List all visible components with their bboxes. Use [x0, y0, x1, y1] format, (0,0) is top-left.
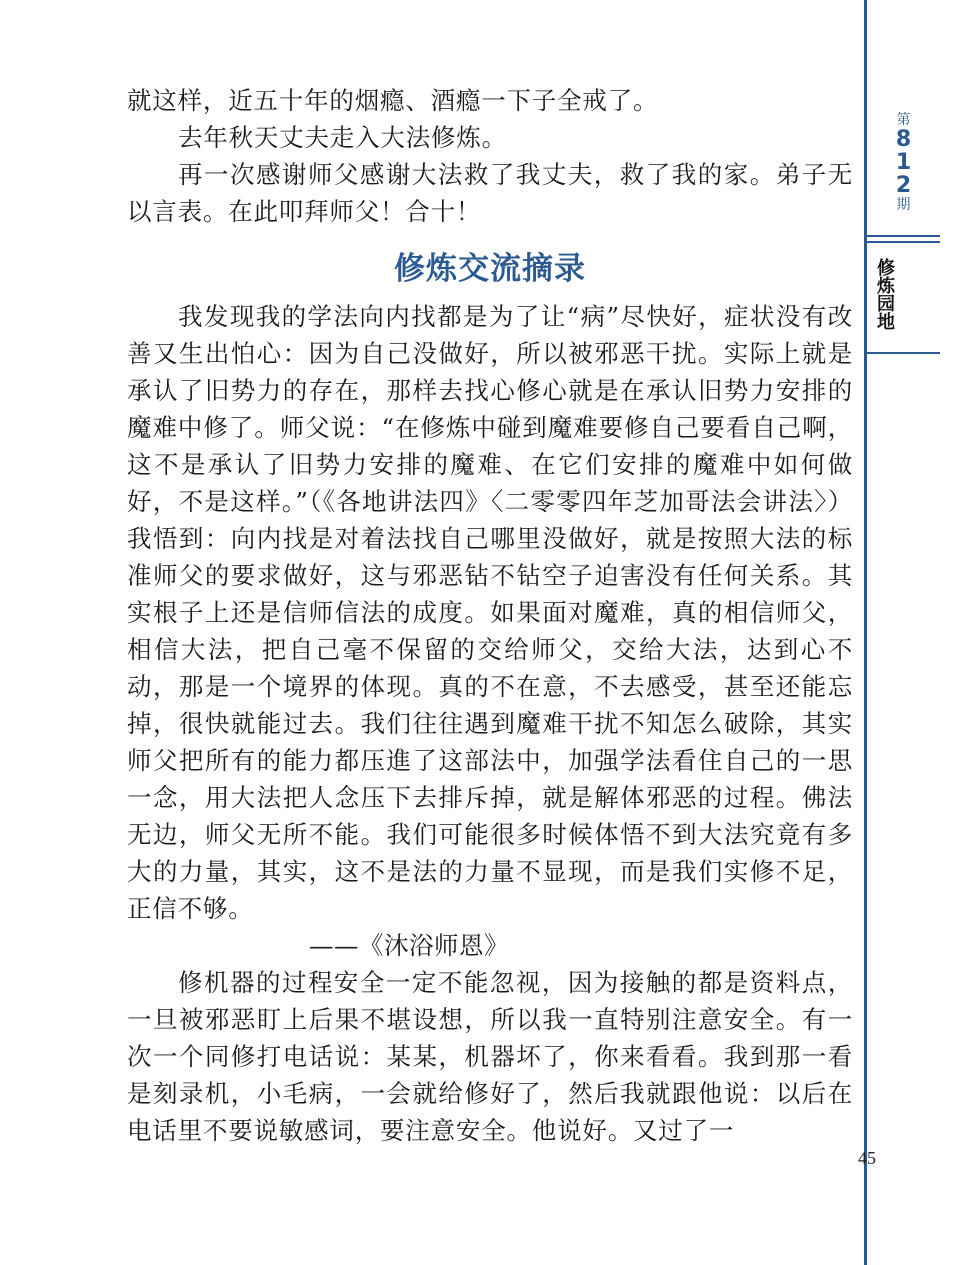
source-attribution: ——《沐浴师恩》 [309, 931, 509, 960]
issue-digit: 2 [895, 173, 912, 198]
page-body [127, 82, 853, 1149]
paragraph: 就这样，近五十年的烟瘾、酒瘾一下子全戒了。 [127, 86, 659, 115]
sidebar-divider [867, 352, 940, 354]
sidebar-divider [867, 235, 940, 237]
page-number: 45 [858, 1148, 876, 1168]
issue-suffix: 期 [896, 197, 911, 213]
issue-digit: 8 [895, 127, 912, 152]
paragraph: 去年秋天丈夫走入大法修炼。 [178, 123, 507, 152]
issue-label [867, 112, 940, 213]
issue-digit: 1 [895, 150, 912, 175]
sidebar-divider [867, 241, 940, 243]
paragraph: 我发现我的学法向内找都是为了让“病”尽快好，症状没有改善又生出怕心：因为自己没做好，所以被邪恶干扰。实际上就是承认了旧势力的存在，那样去找心修心就是在承认旧势力安排的魔难中修了。师父说：“在修炼中碰到魔难要修自己要看自己啊，这不是承认了旧势力安排的魔难、在它们安排的魔难中如何做好，不是这样。”（《各地讲法四》〈二零零四年芝加哥法会讲法〉）我悟到：向内找是对着法找自己哪里没做好，就是按照大法的标准师父的要求做好，这与邪恶钻不钻空子迫害没有任何关系。其实根子上还是信师信法的成度。如果面对魔难，真的相信师父，相信大法，把自己毫不保留的交给师父，交给大法，达到心不动，那是一个境界的体现。真的不在意，不去感受，甚至还能忘掉，很快就能过去。我们往往遇到魔难干扰不知怎么破除，其实师父把所有的能力都压進了这部法中，加强学法看住自己的一思一念，用大法把人念压下去排斥掉，就是解体邪恶的过程。佛法无边，师父无所不能。我们可能很多时候体悟不到大法究竟有多大的力量，其实，这不是法的力量不显现，而是我们实修不足，正信不够。 [127, 302, 853, 923]
section-name: 修炼园地 [874, 258, 895, 330]
article-title: 修炼交流摘录 [394, 251, 586, 287]
issue-prefix: 第 [896, 112, 911, 128]
paragraph: 修机器的过程安全一定不能忽视，因为接触的都是资料点，一旦被邪恶盯上后果不堪设想，所以我一直特别注意安全。有一次一个同修打电话说：某某，机器坏了，你来看看。我到那一看是刻录机，小毛病，一会就给修好了，然后我就跟他说：以后在电话里不要说敏感词，要注意安全。他说好。又过了一 [127, 968, 853, 1145]
paragraph: 再一次感谢师父感谢大法救了我丈夫，救了我的家。弟子无以言表。在此叩拜师父！合十！ [127, 160, 853, 226]
